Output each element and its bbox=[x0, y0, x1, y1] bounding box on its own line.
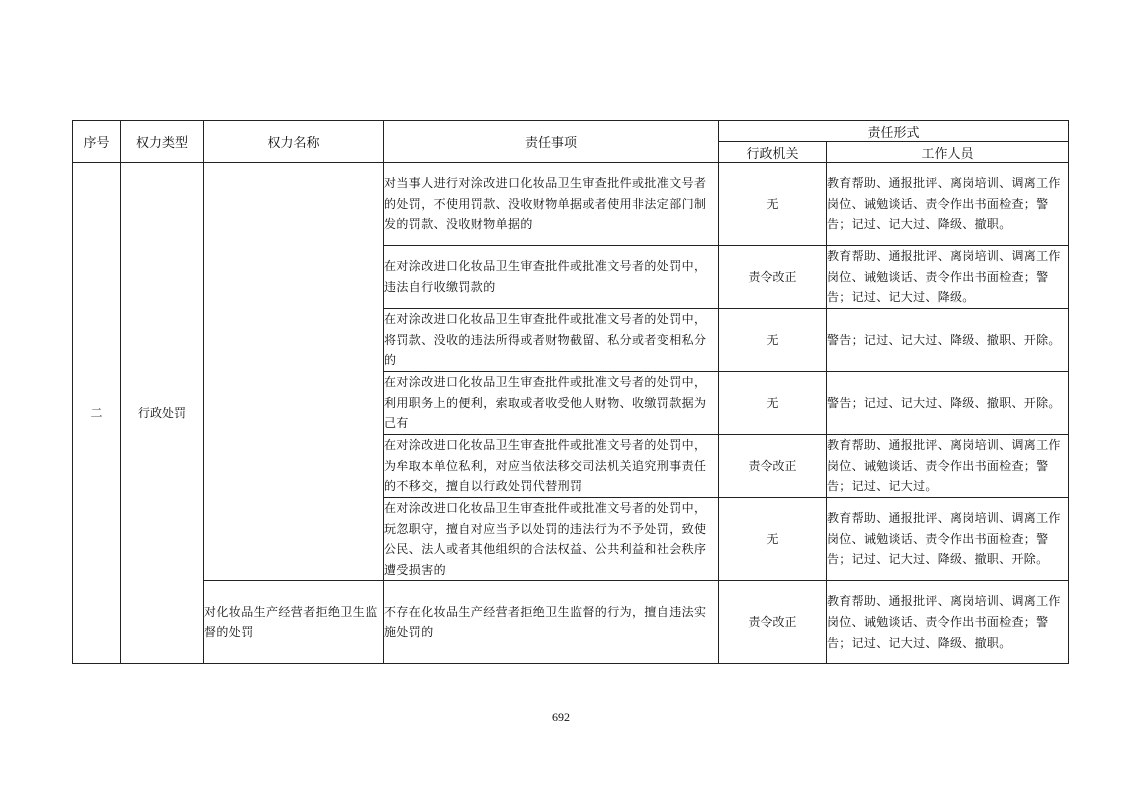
organ-cell: 责令改正 bbox=[719, 581, 827, 664]
staff-cell: 教育帮助、通报批评、离岗培训、调离工作岗位、诫勉谈话、责令作出书面检查；警告；记过、记大过、降级、撤职。 bbox=[827, 163, 1069, 246]
organ-cell: 无 bbox=[719, 498, 827, 581]
staff-cell: 警告；记过、记大过、降级、撤职、开除。 bbox=[827, 309, 1069, 372]
organ-cell: 无 bbox=[719, 163, 827, 246]
organ-cell: 无 bbox=[719, 372, 827, 435]
header-seq: 序号 bbox=[73, 121, 121, 163]
matter-cell: 不存在化妆品生产经营者拒绝卫生监督的行为，擅自违法实施处罚的 bbox=[384, 581, 719, 664]
header-responsibility-form: 责任形式 bbox=[719, 121, 1069, 142]
header-staff: 工作人员 bbox=[827, 142, 1069, 163]
matter-cell: 对当事人进行对涂改进口化妆品卫生审查批件或批准文号者的处罚，不使用罚款、没收财物单据或者使用非法定部门制发的罚款、没收财物单据的 bbox=[384, 163, 719, 246]
staff-cell: 教育帮助、通报批评、离岗培训、调离工作岗位、诫勉谈话、责令作出书面检查；警告；记过、记大过、降级。 bbox=[827, 246, 1069, 309]
organ-cell: 无 bbox=[719, 309, 827, 372]
group-power-type: 行政处罚 bbox=[121, 163, 204, 664]
matter-cell: 在对涂改进口化妆品卫生审查批件或批准文号者的处罚中，利用职务上的便利，索取或者收受他人财物、收缴罚款据为己有 bbox=[384, 372, 719, 435]
matter-cell: 在对涂改进口化妆品卫生审查批件或批准文号者的处罚中，为牟取本单位私利，对应当依法移交司法机关追究刑事责任的不移交，擅自以行政处罚代替刑罚 bbox=[384, 435, 719, 498]
staff-cell: 教育帮助、通报批评、离岗培训、调离工作岗位、诫勉谈话、责令作出书面检查；警告；记过、记大过、降级、撤职。 bbox=[827, 581, 1069, 664]
table-row bbox=[73, 163, 1069, 246]
staff-cell: 教育帮助、通报批评、离岗培训、调离工作岗位、诫勉谈话、责令作出书面检查；警告；记过、记大过。 bbox=[827, 435, 1069, 498]
organ-cell: 责令改正 bbox=[719, 246, 827, 309]
power-name-cell bbox=[204, 163, 384, 581]
matter-cell: 在对涂改进口化妆品卫生审查批件或批准文号者的处罚中，违法自行收缴罚款的 bbox=[384, 246, 719, 309]
power-name-cell: 对化妆品生产经营者拒绝卫生监督的处罚 bbox=[204, 581, 384, 664]
table-row bbox=[73, 581, 1069, 664]
staff-cell: 教育帮助、通报批评、离岗培训、调离工作岗位、诫勉谈话、责令作出书面检查；警告；记过、记大过、降级、撤职、开除。 bbox=[827, 498, 1069, 581]
organ-cell: 责令改正 bbox=[719, 435, 827, 498]
responsibility-table bbox=[72, 120, 1069, 664]
header-admin-organ: 行政机关 bbox=[719, 142, 827, 163]
page-number: 692 bbox=[552, 710, 570, 724]
matter-cell: 在对涂改进口化妆品卫生审查批件或批准文号者的处罚中，玩忽职守，擅自对应当予以处罚的违法行为不予处罚，致使公民、法人或者其他组织的合法权益、公共利益和社会秩序遭受损害的 bbox=[384, 498, 719, 581]
header-power-name: 权力名称 bbox=[204, 121, 384, 163]
group-seq: 二 bbox=[73, 163, 121, 664]
header-power-type: 权力类型 bbox=[121, 121, 204, 163]
header-responsibility-matter: 责任事项 bbox=[384, 121, 719, 163]
staff-cell: 警告；记过、记大过、降级、撤职、开除。 bbox=[827, 372, 1069, 435]
matter-cell: 在对涂改进口化妆品卫生审查批件或批准文号者的处罚中，将罚款、没收的违法所得或者财物截留、私分或者变相私分的 bbox=[384, 309, 719, 372]
